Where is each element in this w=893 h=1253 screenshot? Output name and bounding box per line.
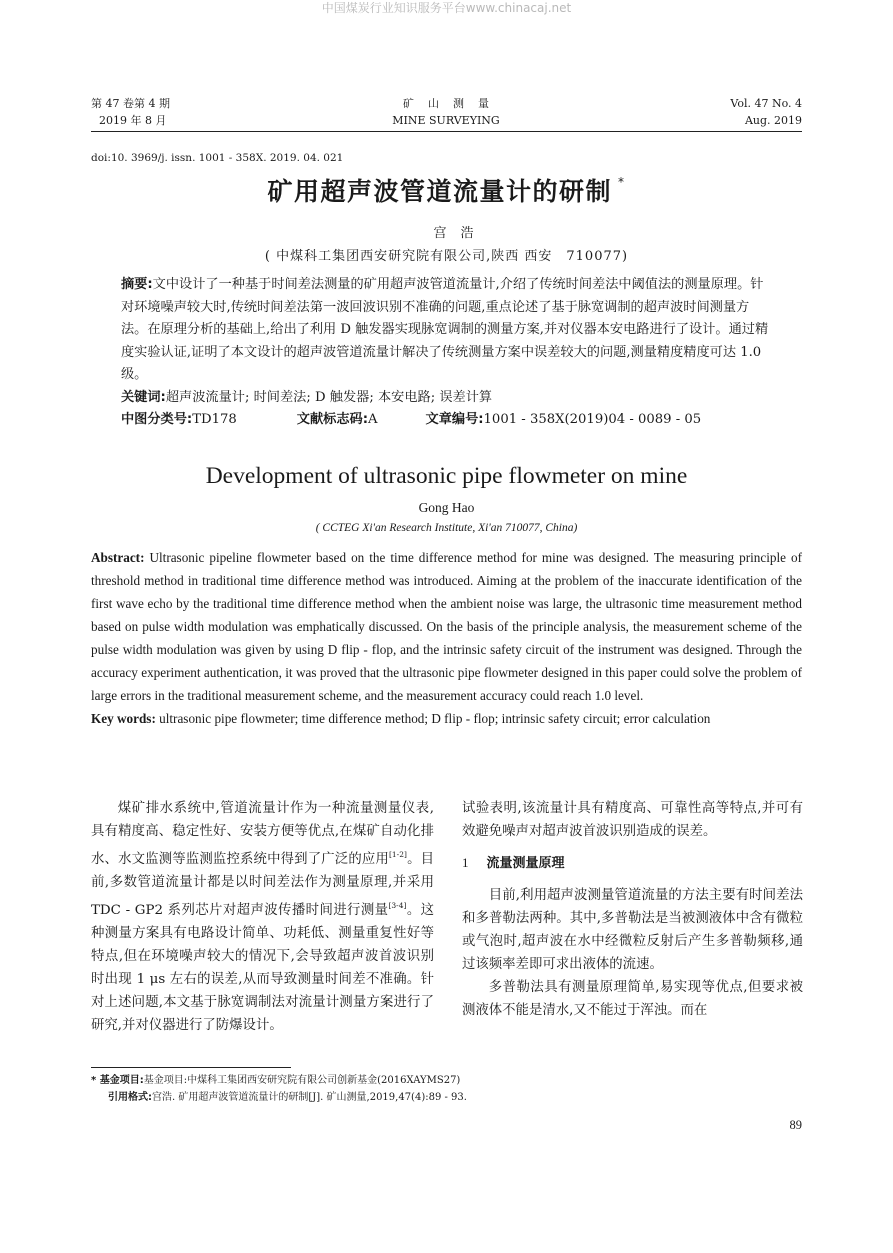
header-issue — [91, 95, 170, 129]
fund-label: * 基金项目: — [91, 1075, 144, 1086]
footnotes — [91, 1072, 467, 1106]
paper-title — [0, 172, 893, 208]
english-affiliation: ( CCTEG Xi'an Research Institute, Xi'an 710077, China) — [315, 522, 578, 534]
watermark: 中国煤炭行业知识服务平台www.chinacaj.net — [321, 1, 572, 15]
clc-label: 中图分类号: — [121, 412, 193, 427]
keywords-cn-label: 关键词: — [121, 389, 166, 405]
english-author: Gong Hao — [418, 500, 475, 515]
footnote-citation — [91, 1089, 467, 1106]
citation-label: 引用格式: — [108, 1092, 152, 1103]
header-journal — [346, 95, 546, 129]
header-vol-en: Vol. 47 No. 4 — [730, 97, 802, 110]
keywords-en-text: ultrasonic pipe flowmeter; time difference method; D flip - flop; intrinsic safety circuit; error calculation — [155, 711, 711, 726]
doi: doi:10. 3969/j. issn. 1001 - 358X. 2019. 04. 021 — [91, 152, 344, 164]
article-no-value: 1001 - 358X(2019)04 - 0089 - 05 — [483, 412, 702, 427]
section-number: 1 — [462, 855, 469, 870]
classification-row — [121, 409, 771, 432]
abstract-cn-label: 摘要: — [121, 277, 153, 292]
affiliation: ( 中煤科工集团西安研究院有限公司,陕西 西安 710077) — [264, 249, 629, 264]
page-number: 89 — [789, 1118, 802, 1132]
abstract-cn — [121, 274, 771, 387]
fund-text: 基金项目:中煤科工集团西安研究院有限公司创新基金(2016XAYMS27) — [143, 1075, 461, 1086]
doc-code-value: A — [367, 412, 378, 427]
keywords-en-label: Key words: — [91, 711, 156, 726]
header-journal-en: MINE SURVEYING — [392, 114, 500, 127]
section-heading — [462, 851, 803, 875]
header-volume-issue: 第 47 卷第 4 期 — [91, 97, 170, 110]
citation-ref: [1-2] — [388, 850, 407, 859]
author: 宫浩 — [433, 226, 488, 241]
abstract-cn-text: 文中设计了一种基于时间差法测量的矿用超声波管道流量计,介绍了传统时间差法中阈值法的测量原理。针对环境噪声较大时,传统时间差法第一波回波识别不准确的问题,重点论述了基于脉宽调制的超声波时间测量方法。在原理分析的基础上,给出了利用 D 触发器实现脉宽调制的测量方案,并对仪器本安电路进行了设计。通过精度实验认证,证明了本文设计的超声波管道流量计解决了传统测量方案中误差较大的问题,测量精度精度可达 1.0 级。 — [121, 277, 769, 382]
doc-code-label: 文献标志码: — [296, 412, 368, 427]
citation-ref: [3-4] — [388, 901, 407, 910]
footnote-fund — [91, 1072, 467, 1089]
header-date: 2019 年 8 月 — [99, 114, 167, 127]
section-paragraph: 多普勒法具有测量原理简单,易实现等优点,但要求被测液体不能是清水,又不能过于浑浊。而在 — [462, 980, 803, 1018]
abstract-en-text: Ultrasonic pipeline flowmeter based on the time difference method for mine was designed. The measuring principle of threshold method in traditional time difference method was introduced. Aiming at the problem of the inaccurate identification of the first wave echo by the traditional time difference method when the ambient noise was large, the ultrasonic time measurement method based on pulse width modulation was emphatically discussed. On the basis of the principle analysis, the measurement scheme of the pulse width modulation was given by using D flip - flop, and the intrinsic safety circuit of the instrument was designed. Through the accuracy experiment authentication, it was proved that the ultrasonic pipe flowmeter designed in this paper could solve the problem of large errors in the traditional measurement scheme, and the measurement accuracy could reach 1.0 level. — [91, 550, 802, 703]
title-footnote-mark: * — [618, 175, 626, 189]
article-no-label: 文章编号: — [425, 412, 484, 427]
section-title: 流量测量原理 — [486, 856, 565, 871]
intro-text-b: 。目前,多数管道流量计都是以时间差法作为测量原理,并采用 TDC - GP2 系列芯片对超声波传播时间进行测量 — [91, 852, 435, 918]
footnote-rule — [91, 1067, 291, 1068]
abstract-en — [91, 546, 802, 707]
paper-title-text: 矿用超声波管道流量计的研制 — [267, 177, 612, 206]
keywords-cn — [121, 387, 771, 410]
intro-text-c: 。这种测量方案具有电路设计简单、功耗低、测量重复性好等特点,但在环境噪声较大的情况下,会导致超声波首波识别时出现 1 μs 左右的误差,从而导致测量时间差不准确。针对上述问题,本文基于脉宽调制法对流量计测量方案进行了研究,并对仪器进行了防爆设计。 — [91, 903, 435, 1033]
english-title: Development of ultrasonic pipe flowmeter on mine — [205, 463, 688, 489]
body-column-right — [462, 797, 803, 1022]
abstract-en-block — [91, 546, 802, 730]
keywords-cn-text: 超声波流量计; 时间差法; D 触发器; 本安电路; 误差计算 — [165, 389, 493, 405]
intro-text-a: 煤矿排水系统中,管道流量计作为一种流量测量仪表,具有精度高、稳定性好、安装方便等优点,在煤矿自动化排水、水文监测等监测监控系统中得到了广泛的应用 — [91, 801, 434, 867]
section-paragraph: 目前,利用超声波测量管道流量的方法主要有时间差法和多普勒法两种。其中,多普勒法是当被测液体中含有微粒或气泡时,超声波在水中经微粒反射后产生多普勒频移,通过该频率差即可求出液体的流速。 — [462, 888, 803, 972]
keywords-en — [91, 707, 802, 730]
abstract-en-label: Abstract: — [91, 550, 145, 565]
clc-value: TD178 — [192, 412, 237, 427]
abstract-cn-block — [121, 274, 771, 432]
intro-continuation: 试验表明,该流量计具有精度高、可靠性高等特点,并可有效避免噪声对超声波首波识别造成的误差。 — [462, 801, 803, 839]
intro-paragraph — [91, 797, 434, 1037]
header-volume — [730, 95, 802, 129]
citation-text: 宫浩. 矿用超声波管道流量计的研制[J]. 矿山测量,2019,47(4):89 - 93. — [152, 1092, 467, 1103]
body-column-left — [91, 797, 434, 1037]
header-date-en: Aug. 2019 — [744, 114, 802, 127]
header-journal-cn: 矿山测量 — [403, 97, 503, 110]
header-rule — [91, 131, 802, 132]
